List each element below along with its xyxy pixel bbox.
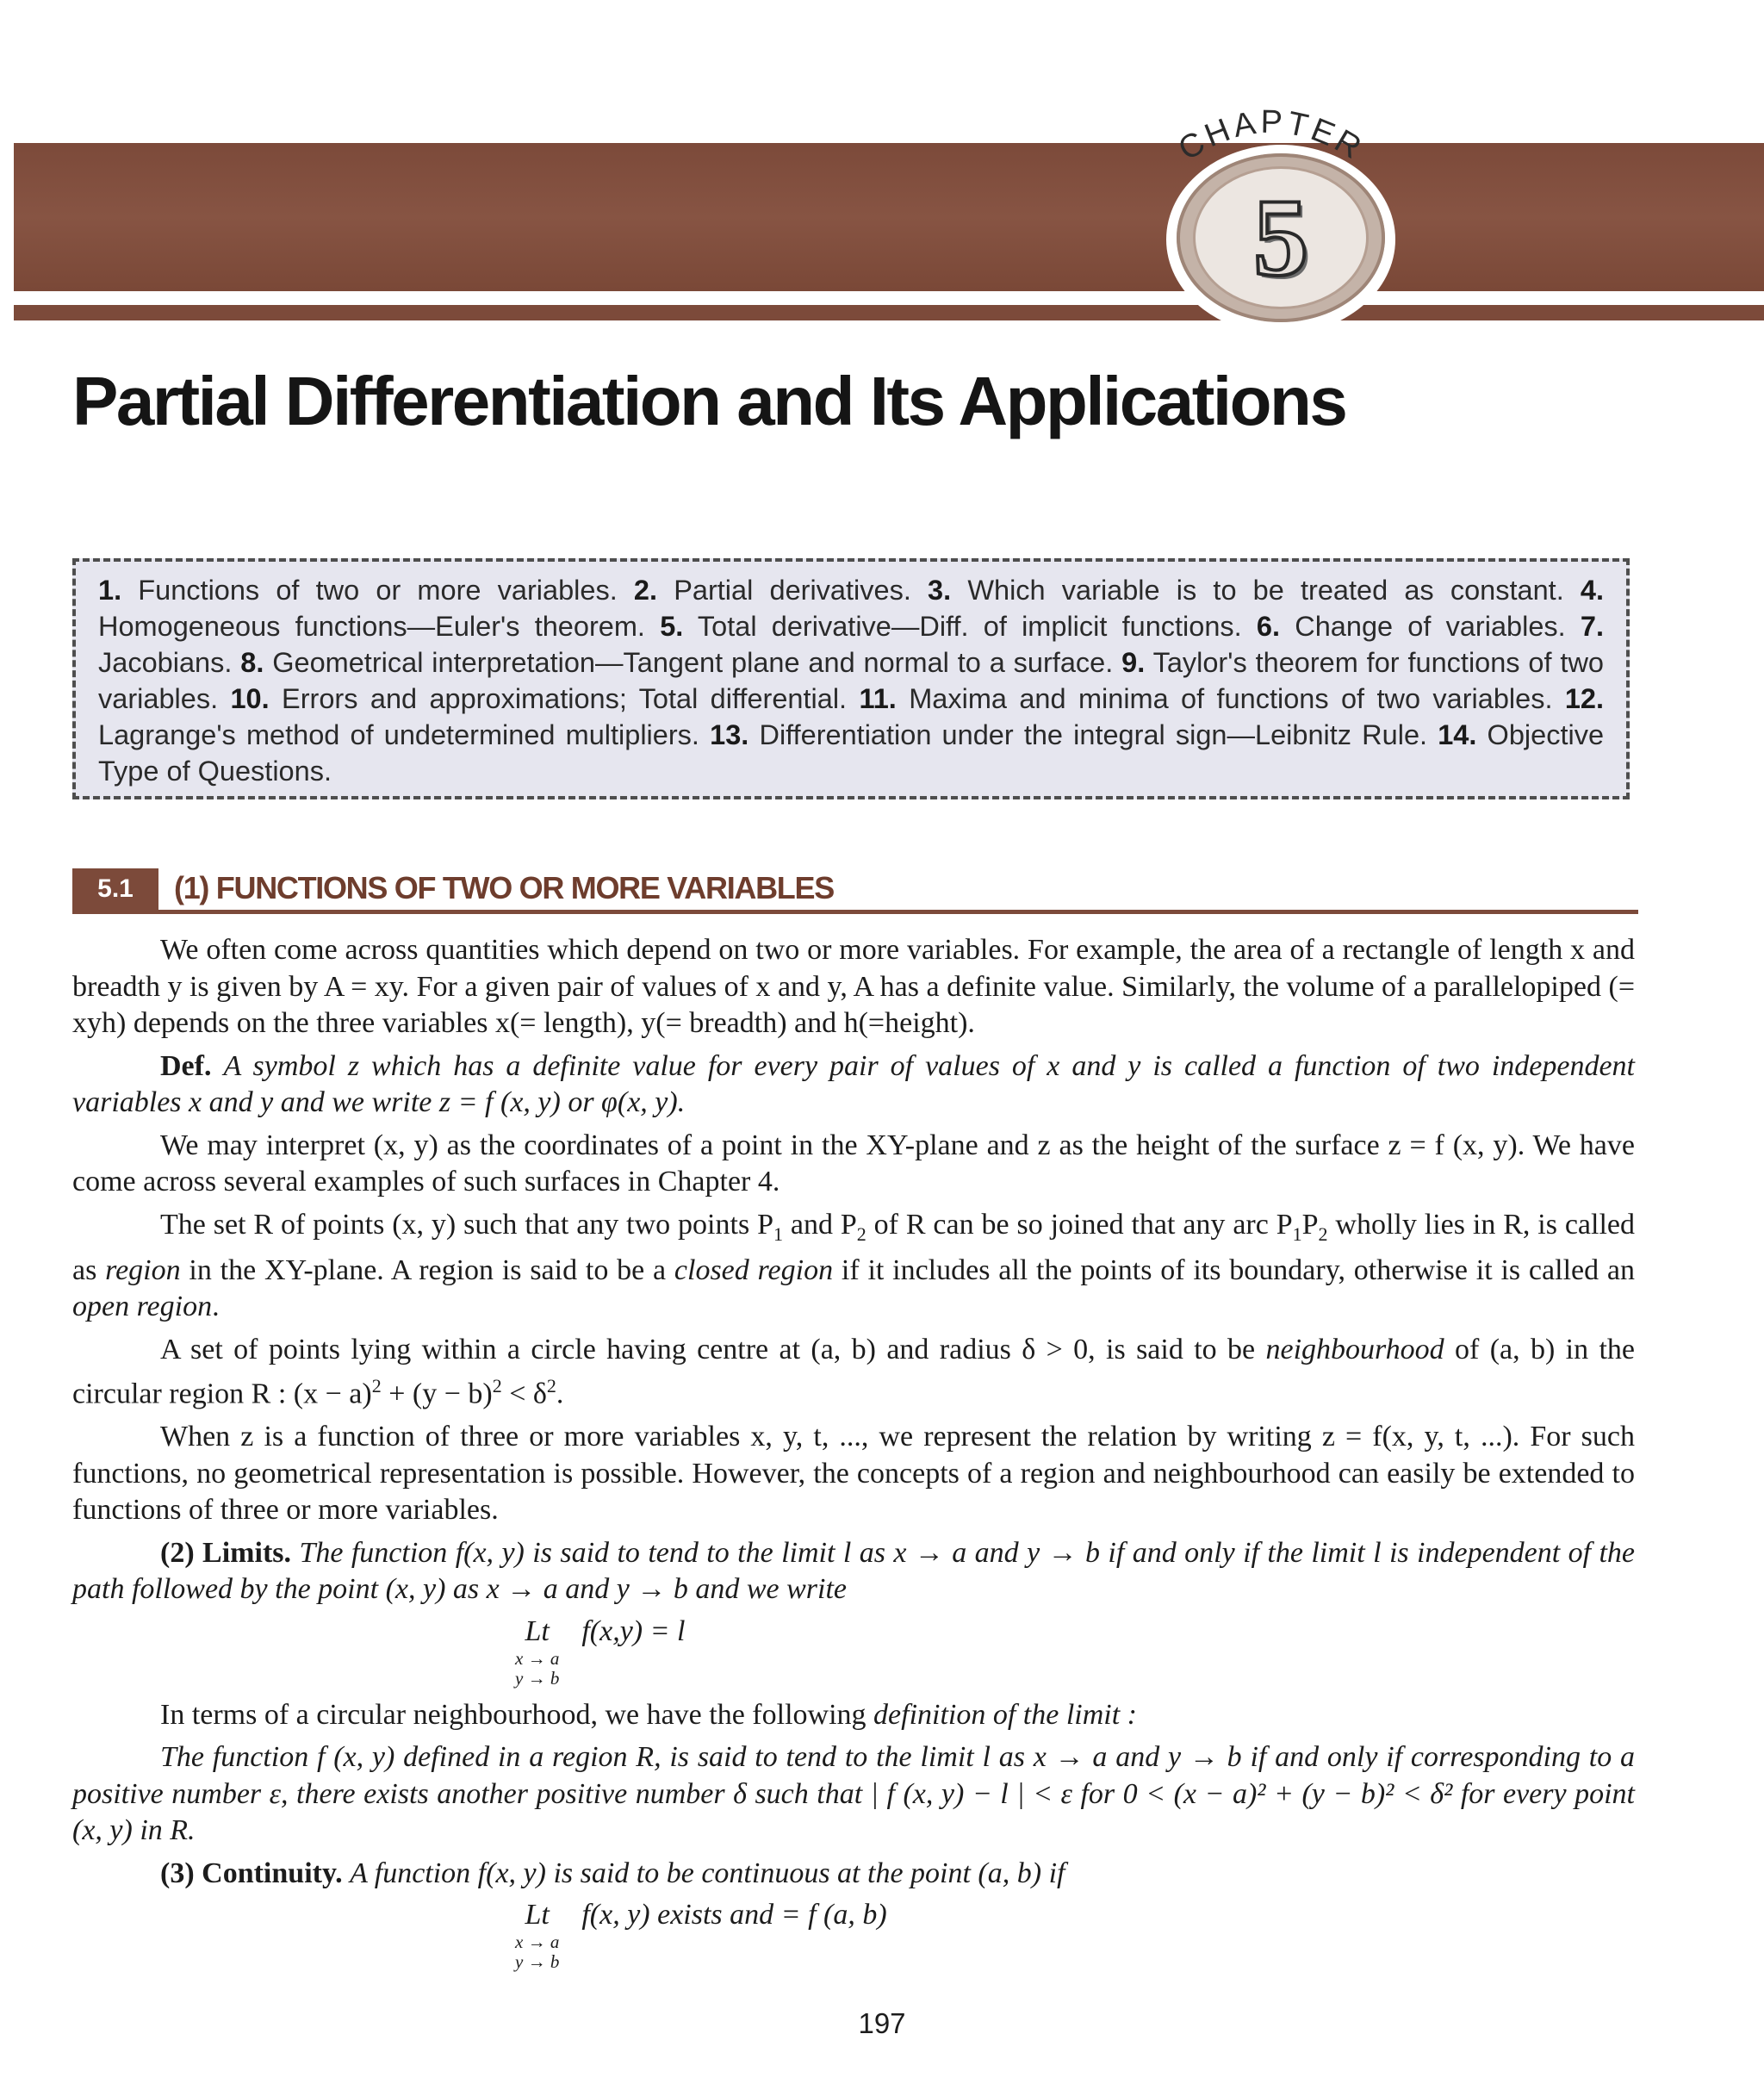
- toc-item: 10. Errors and approximations; Total differential.: [230, 683, 848, 714]
- toc-item: 13. Differentiation under the integral sign—Leibnitz Rule.: [710, 719, 1428, 750]
- chapter-title: Partial Differentiation and Its Applications: [72, 363, 1346, 439]
- definition-paragraph: [72, 1048, 1635, 1122]
- banner-rule: [14, 305, 1764, 320]
- paragraph: We often come across quantities which depend on two or more variables. For example, the area of a rectangle of length x and breadth y is given by A = xy. For a given pair of values of x and y, A has a definite value. Similarly, the volume of a parallelopiped (= xyh) depends on the three variables x(= length), y(= breadth) and h(=height).: [72, 934, 1635, 1039]
- limits-label: (2) Limits.: [160, 1536, 292, 1569]
- toc-item: 2. Partial derivatives.: [633, 575, 911, 606]
- toc-item: 12. Lagrange's method of undetermined multipliers.: [98, 683, 1605, 750]
- section-heading: [72, 868, 1638, 914]
- paragraph: We may interpret (x, y) as the coordinates of a point in the XY-plane and z as the height of the surface z = f (x, y). We have come across several examples of such surfaces in Chapter 4.: [72, 1129, 1635, 1197]
- continuity-equation: Lt x → a y → b f(x, y) exists and = f (a, b): [515, 1899, 887, 1973]
- toc-item: 8. Geometrical interpretation—Tangent plane and normal to a surface.: [240, 647, 1114, 678]
- page-number: 197: [858, 2007, 906, 2039]
- chapter-word-arc: [1167, 84, 1374, 168]
- toc-item: 6. Change of variables.: [1256, 611, 1566, 642]
- limit-equation: Lt x → a y → b f(x,y) = l: [515, 1614, 686, 1689]
- toc-item: 5. Total derivative—Diff. of implicit functions.: [660, 611, 1242, 642]
- chapter-number: 5: [1253, 177, 1308, 299]
- toc-item: 9. Taylor's theorem for functions of two variables.: [98, 647, 1604, 714]
- neighbourhood-paragraph: A set of points lying within a circle having centre at (a, b) and radius δ > 0, is said to be neighbourhood of (a, b) in the circular region R : $(x - a)^2 + (y - b)^2 < \delta^2$.: [72, 1333, 1636, 1410]
- toc-item: 11. Maxima and minima of functions of two variables.: [859, 683, 1553, 714]
- chapter-word-text: CHAPTER: [1172, 103, 1370, 168]
- toc-item: 3. Which variable is to be treated as constant.: [928, 575, 1564, 606]
- limits-paragraph: (2) Limits. The function f(x, y) is said to tend to the limit l as x → a and y → b if and only if the limit l is independent of the path followed by the point (x, y) as x → a and y → b and we write: [72, 1536, 1636, 1606]
- region-paragraph: The set R of points (x, y) such that any two points $P_1$ and $P_2$ of R can be so joined that any arc $P_1P_2$ wholly lies in R, is called as region in the XY-plane. A region is said to be a closed region if it includes all the points of its boundary, otherwise it is called an open region.: [72, 1208, 1635, 1323]
- continuity-paragraph: (3) Continuity. A function f(x, y) is said to be continuous at the point (a, b) if: [160, 1857, 1065, 1889]
- chapter-word: [1167, 84, 1374, 168]
- paragraph: In terms of a circular neighbourhood, we have the following definition of the limit :: [160, 1698, 1137, 1731]
- chapter-contents-box: [72, 558, 1630, 799]
- toc-item: 7. Jacobians.: [98, 611, 1605, 678]
- continuity-label: (3) Continuity.: [160, 1857, 343, 1889]
- paragraph: When z is a function of three or more variables x, y, t, ..., we represent the relation by writing z = f(x, y, t, ...). For such functions, no geometrical representation is possible. However, the concepts of a region and neighbourhood can easily be extended to functions of three or more variables.: [72, 1421, 1635, 1527]
- toc-item: 4. Homogeneous functions—Euler's theorem.: [98, 575, 1605, 642]
- definition-text: A symbol z which has a definite value for every pair of values of x and y is called a function of two independent variables x and y and we write z = f (x, y) or φ(x, y).: [72, 1049, 1635, 1118]
- toc-item: 14. Objective Type of Questions.: [98, 719, 1605, 787]
- limit-definition-paragraph: The function f (x, y) defined in a region R, is said to tend to the limit l as x → a and y → b if and only if corresponding to a positive number ε, there exists another positive number δ such that | f (x, y) − l | < ε for 0 < (x − a)² + (y − b)² < δ² for every point (x, y) in R.: [72, 1741, 1635, 1847]
- svg-text:CHAPTER: [1172, 104, 1370, 168]
- body-text: [72, 932, 1635, 1981]
- chapter-badge: [1196, 169, 1366, 307]
- definition-label: Def.: [160, 1049, 212, 1082]
- toc-item: 1. Functions of two or more variables.: [98, 575, 618, 606]
- section-title: (1) FUNCTIONS OF TWO OR MORE VARIABLES: [174, 870, 834, 905]
- section-number: 5.1: [72, 868, 158, 910]
- chapter-contents-list: [98, 572, 1604, 789]
- chapter-banner: [14, 143, 1764, 299]
